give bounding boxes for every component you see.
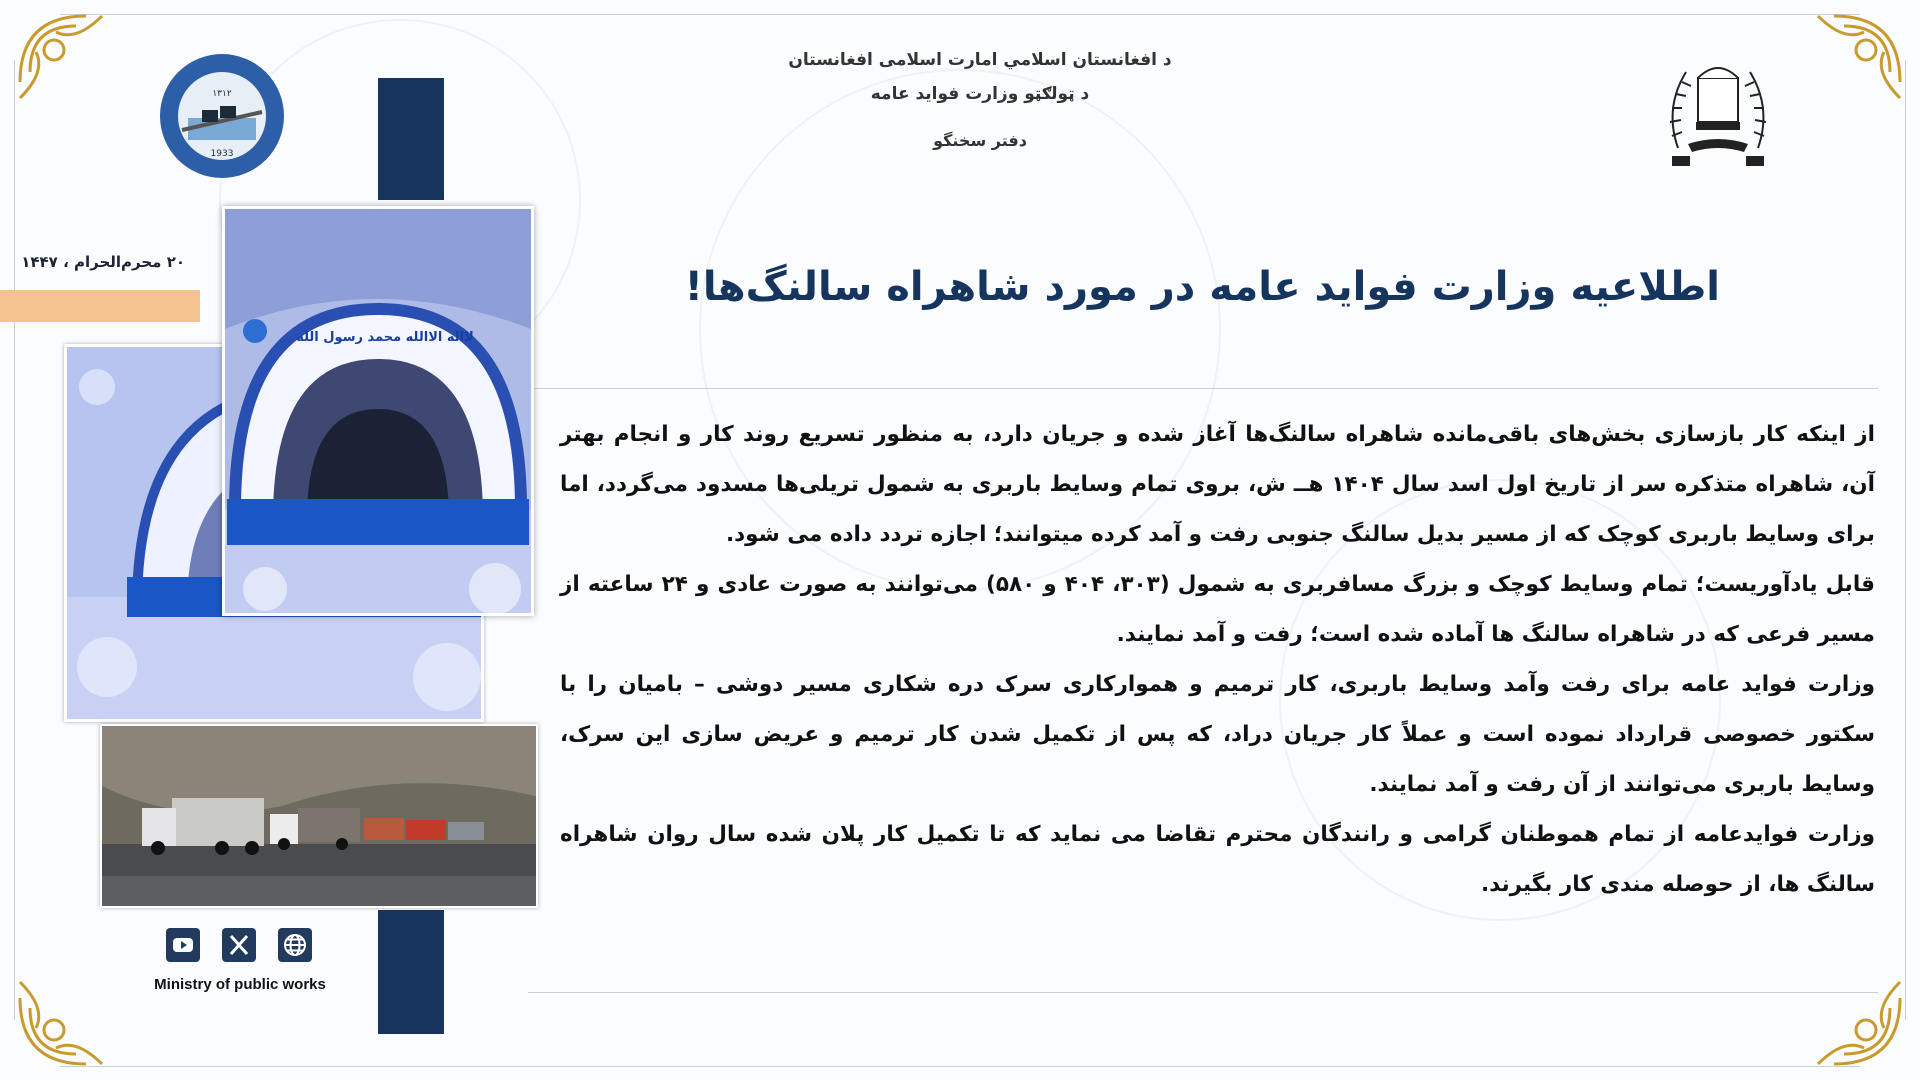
globe-icon[interactable]: [278, 928, 312, 962]
navy-bar-bottom: [378, 910, 444, 1034]
body-bottom-line: [528, 992, 1878, 993]
frame-bottom-line: [60, 1066, 1860, 1067]
date-accent-strip: [0, 290, 200, 322]
corner-ornament-bottom-right: [1814, 978, 1904, 1068]
body-paragraph-3: وزارت فواید عامه برای رفت وآمد وسایط باربری، کار ترمیم و هموارکاری سرک دره شکاری مسیر دوشی – بامیان را با سکتور خصوصی قرارداد نموده است و عملاً کار جریان دراد، که پس از تکمیل شدن کار ترمیم و عریض سازی این سرک، وسایط باربری می‌توانند از آن رفت و آمد نمایند.: [560, 672, 1875, 797]
header-line-3: دفتر سخنگو: [933, 131, 1027, 150]
header-line-2: د ټولګټو وزارت فواید عامه: [870, 84, 1090, 104]
announcement-body: [560, 410, 1875, 910]
body-paragraph-2: قابل یادآوریست؛ تمام وسایط کوچک و بزرگ مسافربری به شمول (۳۰۳، ۴۰۴ و ۵۸۰) می‌توانند به صورت عادی و ۲۴ ساعته از مسیر فرعی که در شاهراه سالنگ ها آماده شده است؛ رفت و آمد نمایند.: [560, 572, 1876, 647]
corner-ornament-top-right: [1814, 12, 1904, 102]
emblem-year-bottom: 1933: [210, 149, 234, 159]
body-paragraph-4: وزارت فوایدعامه از تمام هموطنان گرامی و رانندگان محترم تقاضا می نماید که تا تکمیل کار پلان شده سال روان شاهراه سالنگ ها، از حوصله مندی کار بگیرند.: [560, 822, 1875, 897]
corner-ornament-bottom-left: [16, 978, 106, 1068]
photo-trucks-on-road: [100, 724, 538, 908]
national-emblem-logo: [1658, 48, 1778, 170]
header-line-1: د افغانستان اسلامي امارت اسلامی افغانستان: [788, 50, 1172, 70]
hijri-date: ۲۰ محرم‌الحرام ، ۱۴۴۷: [21, 253, 185, 271]
frame-right-line: [1905, 60, 1906, 1020]
body-paragraph-1: از اینکه کار بازسازی بخش‌های باقی‌مانده شاهراه سالنگ‌ها آغاز شده و جریان دارد، به منظور تسریع روند کار و انجام بهتر آن، شاهراه متذکره سر از تاریخ اول اسد سال ۱۴۰۴ هــ ش، بروی تمام وسایط باربری به شمول تریلی‌ها مسدود می‌گردد، اما برای وسایط باربری کوچک که از مسیر بدیل سالنگ جنوبی رفت و آمد کرده میتوانند؛ اجازه تردد داده می شود.: [560, 422, 1876, 547]
frame-top-line: [60, 14, 1860, 15]
arch-banner-text: لااله الاالله محمد رسول الله: [296, 330, 474, 345]
ministry-emblem-logo: [158, 52, 286, 180]
corner-ornament-top-left: [16, 12, 106, 102]
photo-salang-tunnel-arch: [222, 206, 534, 616]
announcement-title: اطلاعیه وزارت فواید عامه در مورد شاهراه سالنگ‌ها!: [684, 264, 1720, 310]
navy-bar-top: [378, 78, 444, 200]
ministry-label: Ministry of public works: [154, 976, 326, 993]
frame-left-line: [14, 60, 15, 1020]
emblem-year-top: ۱۳۱۲: [212, 89, 232, 99]
youtube-icon[interactable]: [166, 928, 200, 962]
x-icon[interactable]: [222, 928, 256, 962]
title-underline: [528, 388, 1878, 389]
